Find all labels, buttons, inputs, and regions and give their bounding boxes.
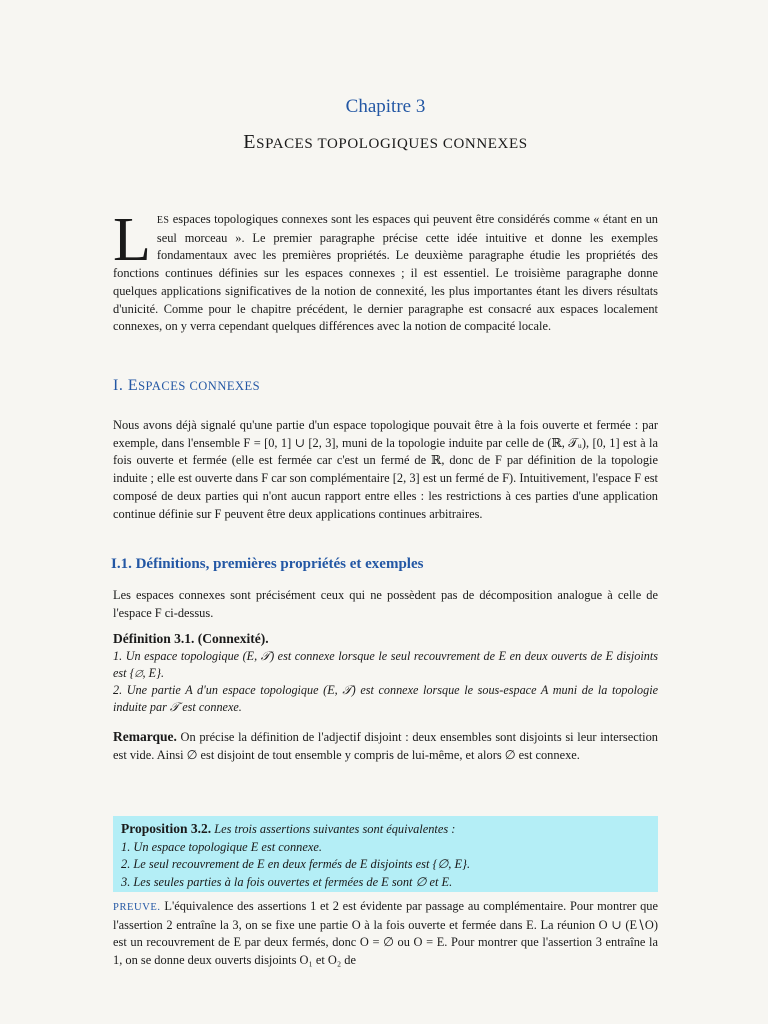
proof-paragraph (113, 898, 658, 970)
definition-title: Définition 3.1. (Connexité). (113, 631, 269, 646)
definition-block (113, 630, 658, 716)
chapter-title-initial-1: E (243, 131, 257, 153)
remark-label: Remarque. (113, 729, 177, 744)
remark-text: On précise la définition de l'adjectif disjoint : deux ensembles sont disjoints si leur intersection est vide. Ainsi ∅ est disjoint de tout ensemble y compris de lui-même, et alors ∅ est connexe. (113, 730, 658, 762)
section-number: I. (113, 377, 128, 394)
chapter-title (113, 131, 658, 154)
dropcap-letter: L (113, 206, 151, 274)
proposition-item-3: 3. Les seules parties à la fois ouvertes et fermées de E sont ∅ et E. (121, 874, 453, 889)
remark-paragraph (113, 728, 658, 764)
intro-text: espaces topologiques connexes sont les espaces qui peuvent être considérés comme « étant en un seul morceau ». Le premier paragraphe précise cette idée intuitive et donne les exemples fondamentaux avec les premières propriétés. Le deuxième paragraphe étudie les propriétés des fonctions continues définies sur les espaces connexes ; il est essentiel. Le troisième paragraphe donne quelques applications significatives de la notion de connexité, les plus importantes étant les divers résultats d'unicité. Comme pour le chapitre précédent, le dernier paragraphe est consacré aux espaces localement connexes, on y verra cependant quelques différences avec la notion de compacité locale. (113, 212, 658, 334)
section-title-initial: E (127, 377, 139, 394)
proposition-item-2: 2. Le seul recouvrement de E en deux fermés de E disjoints est {∅, E}. (121, 857, 471, 871)
section-title-rest: SPACES CONNEXES (138, 379, 261, 393)
proposition-lead: Les trois assertions suivantes sont équivalentes : (211, 822, 456, 836)
chapter-number: Chapitre 3 (345, 96, 426, 117)
intro-smallcaps: ES (156, 215, 170, 226)
section-paragraph: Nous avons déjà signalé qu'une partie d'un espace topologique pouvait être à la fois ouverte et fermée : par exemple, dans l'ensemble F = [0, 1] ∪ [2, 3], muni de la topologie induite par celle de (ℝ, 𝒯ᵤ), [0, 1] est à la fois ouverte et fermée (elle est fermée car c'est un fermé de ℝ, donc de F par définition de la topologie induite ; elle est ouverte dans F car son complémentaire [2, 3] est un fermé de F). Intuitivement, l'espace F est composé de deux parties qui n'ont aucun rapport entre elles : les restrictions à ces parties d'une application continue définie sur F peuvent être deux applications continues arbitraires. (113, 418, 658, 521)
definition-item-1: 1. Un espace topologique (E, 𝒯) est connexe lorsque le seul recouvrement de E en deux ouverts de E disjoints est {∅, E}. (113, 649, 658, 680)
proposition-item-1: 1. Un espace topologique E est connexe. (121, 839, 322, 854)
chapter-title-rest-1: SPACES TOPOLOGIQUES CONNEXES (256, 136, 528, 152)
definition-item-2: 2. Une partie A d'un espace topologique (E, 𝒯) est connexe lorsque le sous-espace A muni de la topologie induite par 𝒯 est connexe. (113, 683, 658, 714)
subsection-heading: I.1. Définitions, premières propriétés et exemples (111, 556, 424, 572)
proof-text: L'équivalence des assertions 1 et 2 est évidente par passage au complémentaire. Pour montrer que l'assertion 2 entraîne la 3, on se fixe une partie O à la fois ouverte et fermée dans E. La réunion O ∪ (E∖O) est un recouvrement de E par deux fermés, donc O = ∅ ou O = E. Pour montrer que l'assertion 3 entraîne la 1, on se donne deux ouverts disjoints O₁ et O₂ de (113, 899, 658, 968)
proof-label: PREUVE. (113, 902, 161, 913)
section-heading (113, 377, 260, 395)
intro-paragraph (113, 206, 658, 336)
proposition-box (113, 816, 658, 892)
proposition-label: Proposition 3.2. (121, 821, 212, 836)
proposition-header (121, 820, 650, 839)
subsection-paragraph: Les espaces connexes sont précisément ceux qui ne possèdent pas de décomposition analogue à celle de l'espace F ci-dessus. (113, 588, 658, 620)
